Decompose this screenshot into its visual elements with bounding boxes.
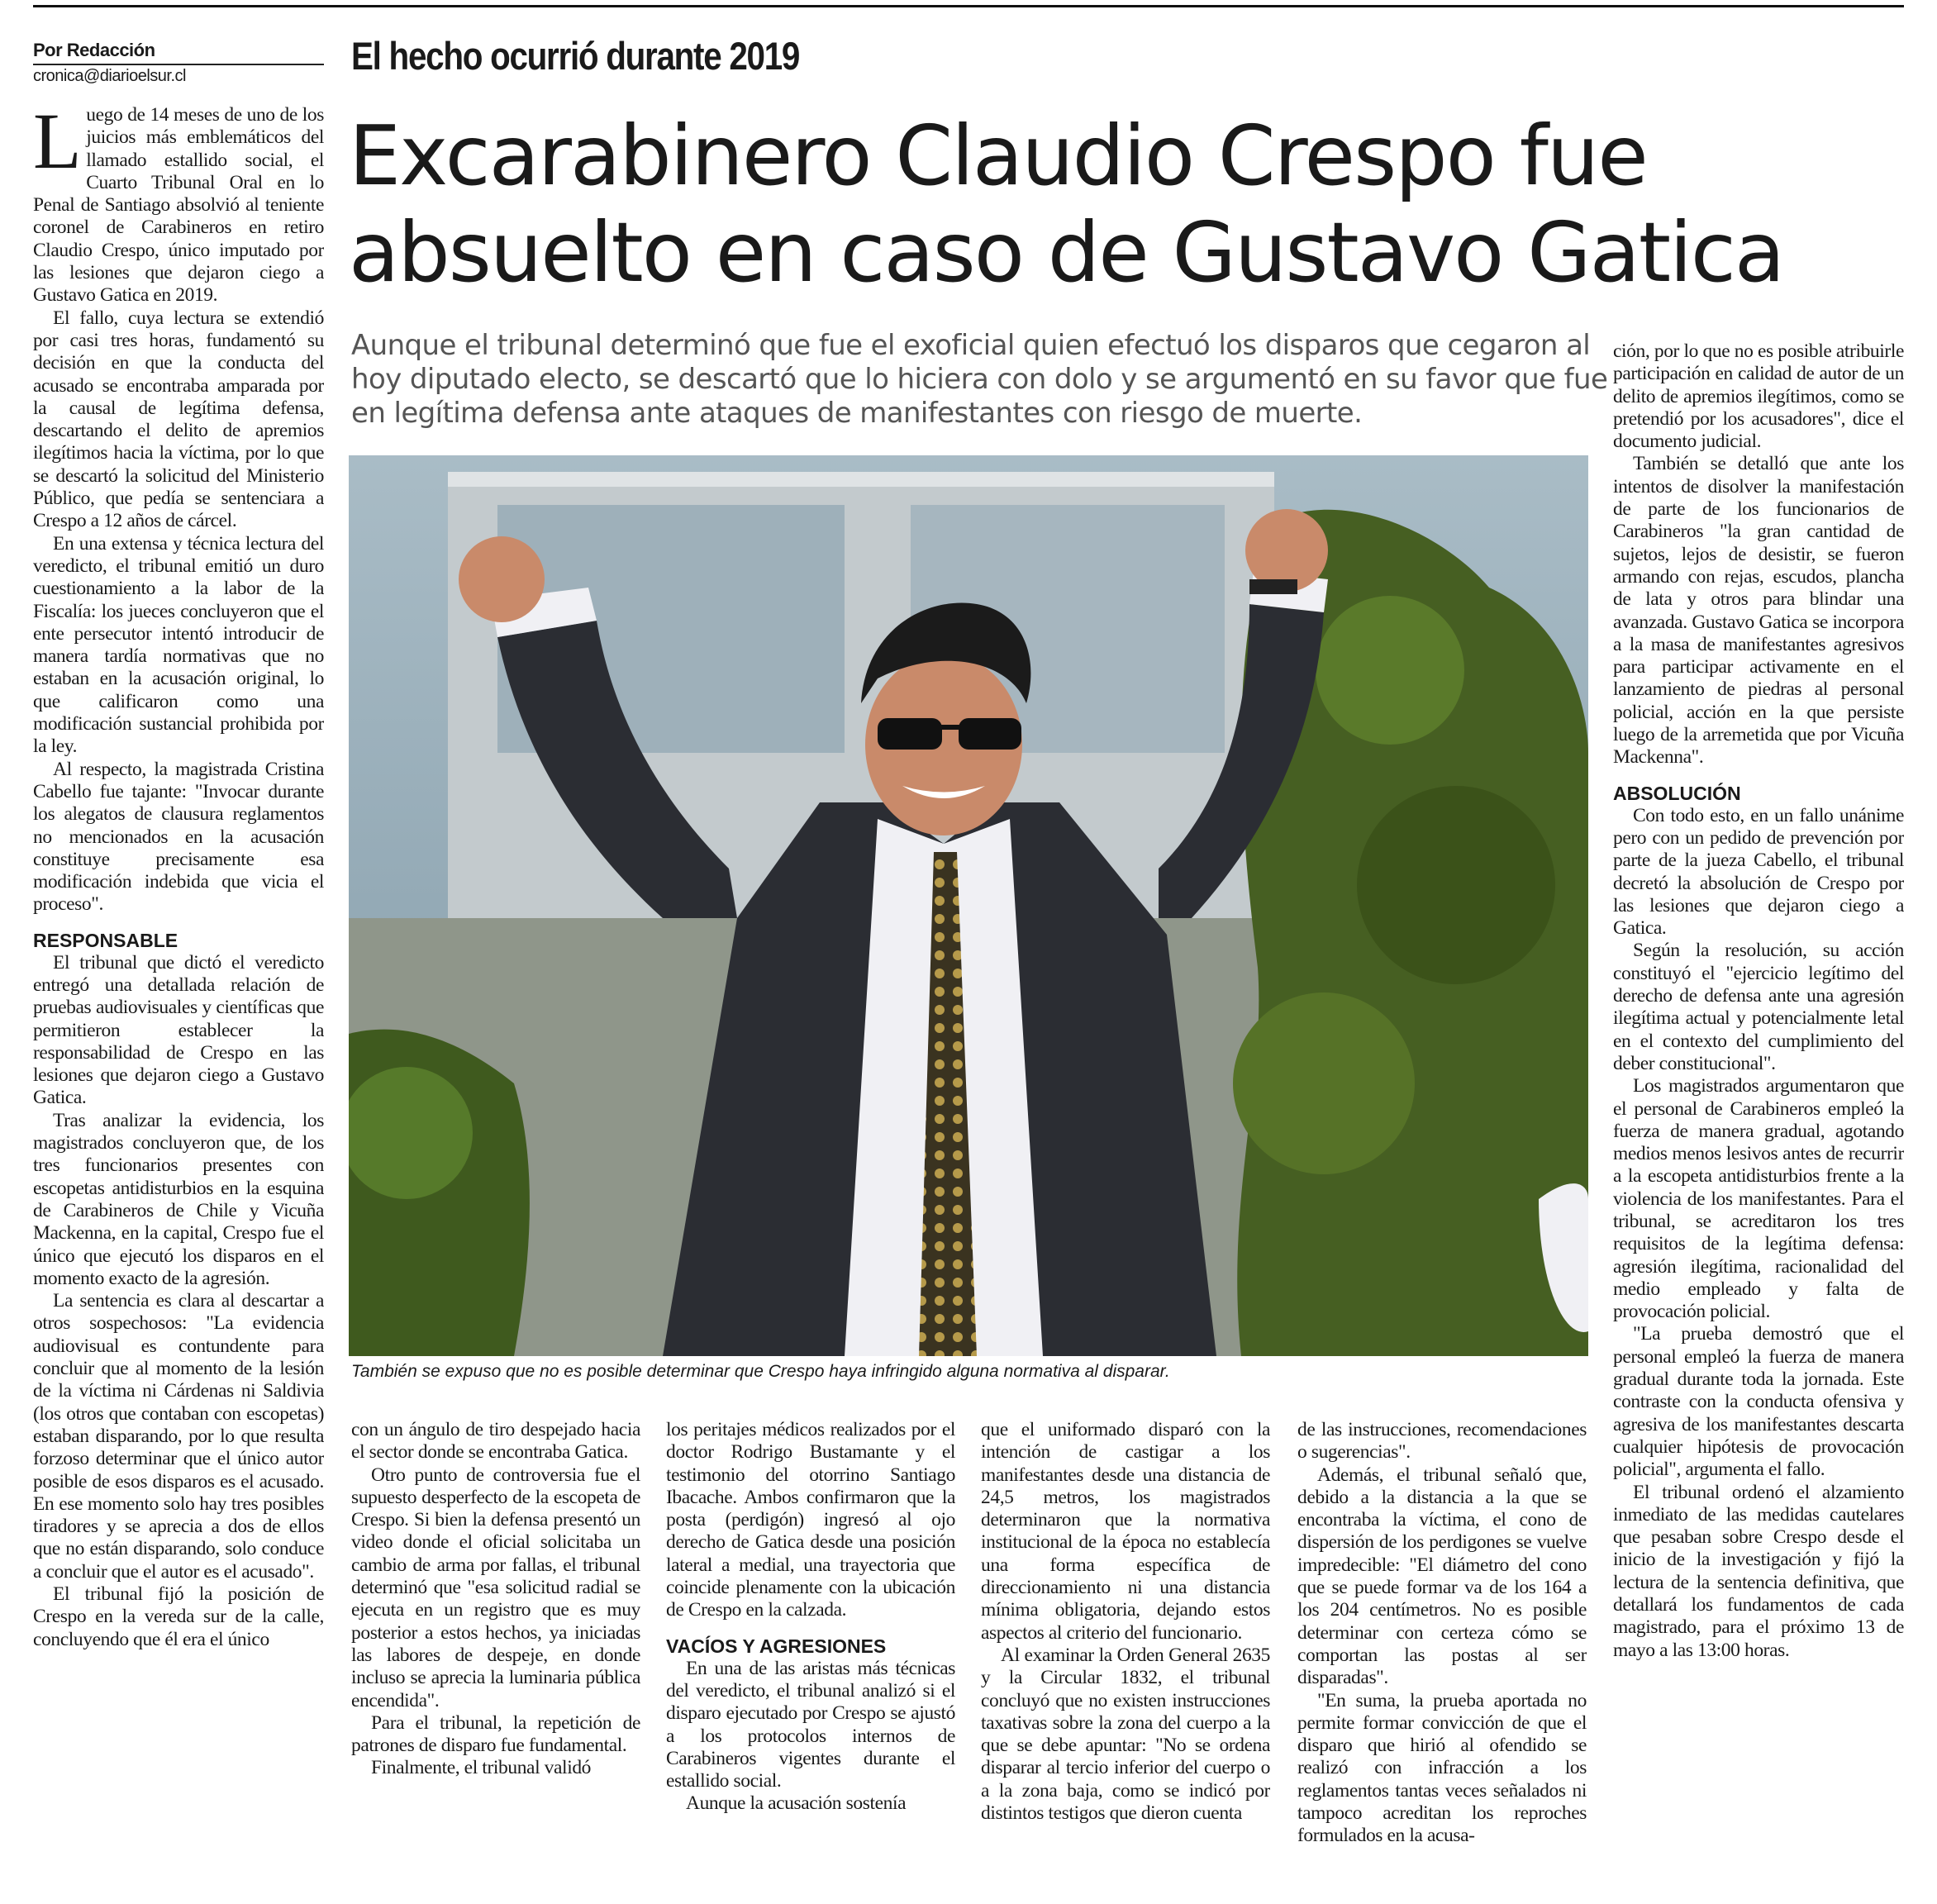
- paragraph: El tribunal que dictó el veredicto entregó una detallada relación de pruebas audiovisuales y científicas que permitieron establecer la responsabilidad de Crespo en las lesiones que dejaron ciego a Gustavo Gatica.: [33, 951, 324, 1109]
- subhead-responsable: RESPONSABLE: [33, 929, 178, 951]
- paragraph: "La prueba demostró que el personal empleó la fuerza de manera gradual durante toda la jornada. Este contraste con la conducta ofensiva y agresiva de los manifestantes descarta cualquier hipótesis de provocación policial", argumenta el fallo.: [1613, 1323, 1904, 1481]
- deck: [351, 329, 1608, 431]
- paragraph: La sentencia es clara al descartar a otros sospechosos: "La evidencia audiovisual es contundente para concluir que al momento de la lesión de la víctima ni Cárdenas ni Saldivia (los otros que contaban con escopetas) estaban disparando, por lo que resulta forzoso determinar que el único autor posible de esos disparos es el acusado. En ese momento solo hay tres posibles tiradores y se aprecia a dos de ellos que no están disparando, solo conduce a concluir que el autor es el acusado".: [33, 1290, 324, 1583]
- paragraph: En una de las aristas más técnicas del veredicto, el tribunal analizó si el disparo ejecutado por Crespo se ajustó a los protocolos internos de Carabineros vigentes durante el estallido social.: [666, 1657, 955, 1792]
- paragraph: El fallo, cuya lectura se extendió por casi tres horas, fundamentó su decisión en que la conducta del acusado se encontraba amparada por la causal de legítima defensa, descartando el delito de apremios ilegítimos hacia la víctima, por lo que se descartó la solicitud del Ministerio Público, que pedía se sentenciara a Crespo a 12 años de cárcel.: [33, 307, 324, 532]
- paragraph: "En suma, la prueba aportada no permite formar convicción de que el disparo que hirió al ofendido se realizó con infracción a los reglamentos tantas veces señalados ni tampoco acreditan los reproches formulados en la acusa-: [1297, 1689, 1587, 1847]
- top-rule: [33, 5, 1904, 7]
- deck-line-3: en legítima defensa ante ataques de manifestantes con riesgo de muerte.: [351, 397, 1363, 430]
- article-column-5: [1297, 1419, 1587, 1873]
- paragraph: Otro punto de controversia fue el supuesto desperfecto de la escopeta de Crespo. Si bien la defensa presentó un video donde el oficial solicitaba un cambio de arma por fallas, el tribunal determinó que "esa solicitud radial se ejecuta en un registro que es muy posterior a estos hechos, ya iniciadas las labores de despeje, en donde incluso se aprecia la luminaria pública encendida".: [351, 1464, 640, 1711]
- kicker: El hecho ocurrió durante 2019: [351, 34, 800, 78]
- deck-line-1: Aunque el tribunal determinó que fue el exoficial quien efectuó los disparos que cegaron al: [351, 329, 1591, 362]
- paragraph: Los magistrados argumentaron que el personal de Carabineros empleó la fuerza de manera gradual, agotando medios menos lesivos antes de recurrir a la escopeta antidisturbios frente a la violencia de los manifestantes. Para el tribunal, se acreditaron los tres requisitos de la legítima defensa: agresión ilegítima, racionalidad del medio empleado y falta de provocación policial.: [1613, 1075, 1904, 1323]
- headline-line-1: Excarabinero Claudio Crespo fue: [349, 107, 1647, 204]
- paragraph: de las instrucciones, recomendaciones o sugerencias".: [1297, 1419, 1587, 1464]
- paragraph: con un ángulo de tiro despejado hacia el sector donde se encontraba Gatica.: [351, 1419, 640, 1464]
- photo-illustration: [349, 455, 1588, 1356]
- paragraph: Con todo esto, en un fallo unánime pero con un pedido de prevención por parte de la jueza Cabello, el tribunal decretó la absolución de Crespo por las lesiones que dejaron ciego a Gatica.: [1613, 804, 1904, 940]
- byline: [33, 40, 324, 86]
- paragraph: Al respecto, la magistrada Cristina Cabello fue tajante: "Invocar durante los alegatos de clausura reglamentos no mencionados en la acusación constituye precisamente esa modificación indebida que vicia el proceso".: [33, 758, 324, 916]
- paragraph: Finalmente, el tribunal validó: [371, 1757, 592, 1779]
- paragraph: que el uniformado disparó con la intención de castigar a los manifestantes desde una distancia de 24,5 metros, los magistrados determinaron que la normativa institucional de la época no establecía una forma específica de direccionamiento ni una distancia mínima obligatoria, dejando estos aspectos al criterio del funcionario.: [981, 1419, 1270, 1644]
- paragraph: Aunque la acusación sostenía: [686, 1792, 907, 1815]
- paragraph: Tras analizar la evidencia, los magistrados concluyeron que, de los tres funcionarios presentes con escopetas antidisturbios en la esquina de Carabineros de Chile y Vicuña Mackenna, en la capital, Crespo fue el único que ejecutó los disparos en el momento exacto de la agresión.: [33, 1109, 324, 1289]
- article-column-2: [351, 1419, 640, 1873]
- photo-fist-left: [459, 536, 545, 622]
- article-column-1: [33, 104, 324, 1868]
- headline-line-2: absuelto en caso de Gustavo Gatica: [349, 204, 1784, 301]
- main-photo: [349, 455, 1588, 1356]
- paragraph-text: uego de 14 meses de uno de los juicios más emblemáticos del llamado estallido social, el Cuarto Tribunal Oral en lo Penal de Santiago absolvió al teniente coronel de Carabineros en retiro Claudio Crespo, único imputado por las lesiones que dejaron ciego a Gustavo Gatica en 2019.: [33, 104, 324, 307]
- drop-cap: L: [33, 104, 82, 185]
- byline-email[interactable]: cronica@diarioelsur.cl: [33, 64, 324, 86]
- article-column-6: [1613, 340, 1904, 1873]
- paragraph: El tribunal ordenó el alzamiento inmediato de las medidas cautelares que pesaban sobre Crespo desde el inicio de la investigación y fijó la lectura de la sentencia definitiva, que detallará los fundamentos de cada magistrado, para el próximo 13 de mayo a las 13:00 horas.: [1613, 1481, 1904, 1661]
- paragraph: También se detalló que ante los intentos de disolver la manifestación de parte de los funcionarios de Carabineros "la gran cantidad de sujetos, lejos de desistir, se fueron armando con rejas, escudos, plancha de lata y otros para blindar una avanzada. Gustavo Gatica se incorpora a la masa de manifestantes agresivos para participar activamente en el lanzamiento de piedras al personal policial, acción en la que persiste luego de la arremetida que por Vicuña Mackenna".: [1613, 453, 1904, 769]
- article-column-4: [981, 1419, 1270, 1873]
- paragraph: Al examinar la Orden General 2635 y la Circular 1832, el tribunal concluyó que no existen instrucciones taxativas sobre la zona del cuerpo a la que se debe apuntar: "No se ordena disparar al tercio inferior del cuerpo o a la zona baja, como se indicó por distintos testigos que dieron cuenta: [981, 1644, 1270, 1825]
- subhead-vacios: VACÍOS Y AGRESIONES: [666, 1635, 887, 1657]
- paragraph: ción, por lo que no es posible atribuirle participación en calidad de autor de un delito de apremios ilegítimos, como se pretendió por los acusadores", dice el documento judicial.: [1613, 340, 1904, 453]
- headline: [349, 107, 1902, 301]
- photo-caption: También se expuso que no es posible determinar que Crespo haya infringido alguna normativa al disparar.: [351, 1362, 1170, 1381]
- byline-author: Por Redacción: [33, 40, 155, 60]
- paragraph: Según la resolución, su acción constituyó el "ejercicio legítimo del derecho de defensa ante una agresión ilegítima actual y potencialmente letal en el contexto del cumplimiento del deber constitucional".: [1613, 940, 1904, 1074]
- article-column-3: [666, 1419, 955, 1873]
- paragraph: Para el tribunal, la repetición de patrones de disparo fue fundamental.: [351, 1711, 640, 1757]
- subhead-absolucion: ABSOLUCIÓN: [1613, 782, 1741, 804]
- paragraph: Además, el tribunal señaló que, debido a la distancia a la que se encontraba la víctima, el cono de dispersión de los perdigones se vuelve impredecible: "El diámetro del cono que se puede formar va de los 164 a los 204 centímetros. No es posible determinar con certeza cómo se comportan las postas al ser disparadas".: [1297, 1464, 1587, 1689]
- paragraph: El tribunal fijó la posición de Crespo en la vereda sur de la calle, concluyendo que él era el único: [33, 1583, 324, 1650]
- deck-line-2: hoy diputado electo, se descartó que lo hiciera con dolo y se argumentó en su favor que fue: [351, 363, 1608, 396]
- paragraph: [33, 104, 324, 307]
- paragraph: En una extensa y técnica lectura del veredicto, el tribunal emitió un duro cuestionamiento a la labor de la Fiscalía: los jueces concluyeron que el ente persecutor intentó introducir de manera tardía normativas que no estaban en la acusación original, lo que calificaron como una modificación sustancial prohibida por la ley.: [33, 532, 324, 758]
- paragraph: los peritajes médicos realizados por el doctor Rodrigo Bustamante y el testimonio del otorrino Santiago Ibacache. Ambos confirmaron que la posta (perdigón) ingresó al ojo derecho de Gatica desde una posición lateral a medial, una trayectoria que coincide plenamente con la ubicación de Crespo en la calzada.: [666, 1419, 955, 1621]
